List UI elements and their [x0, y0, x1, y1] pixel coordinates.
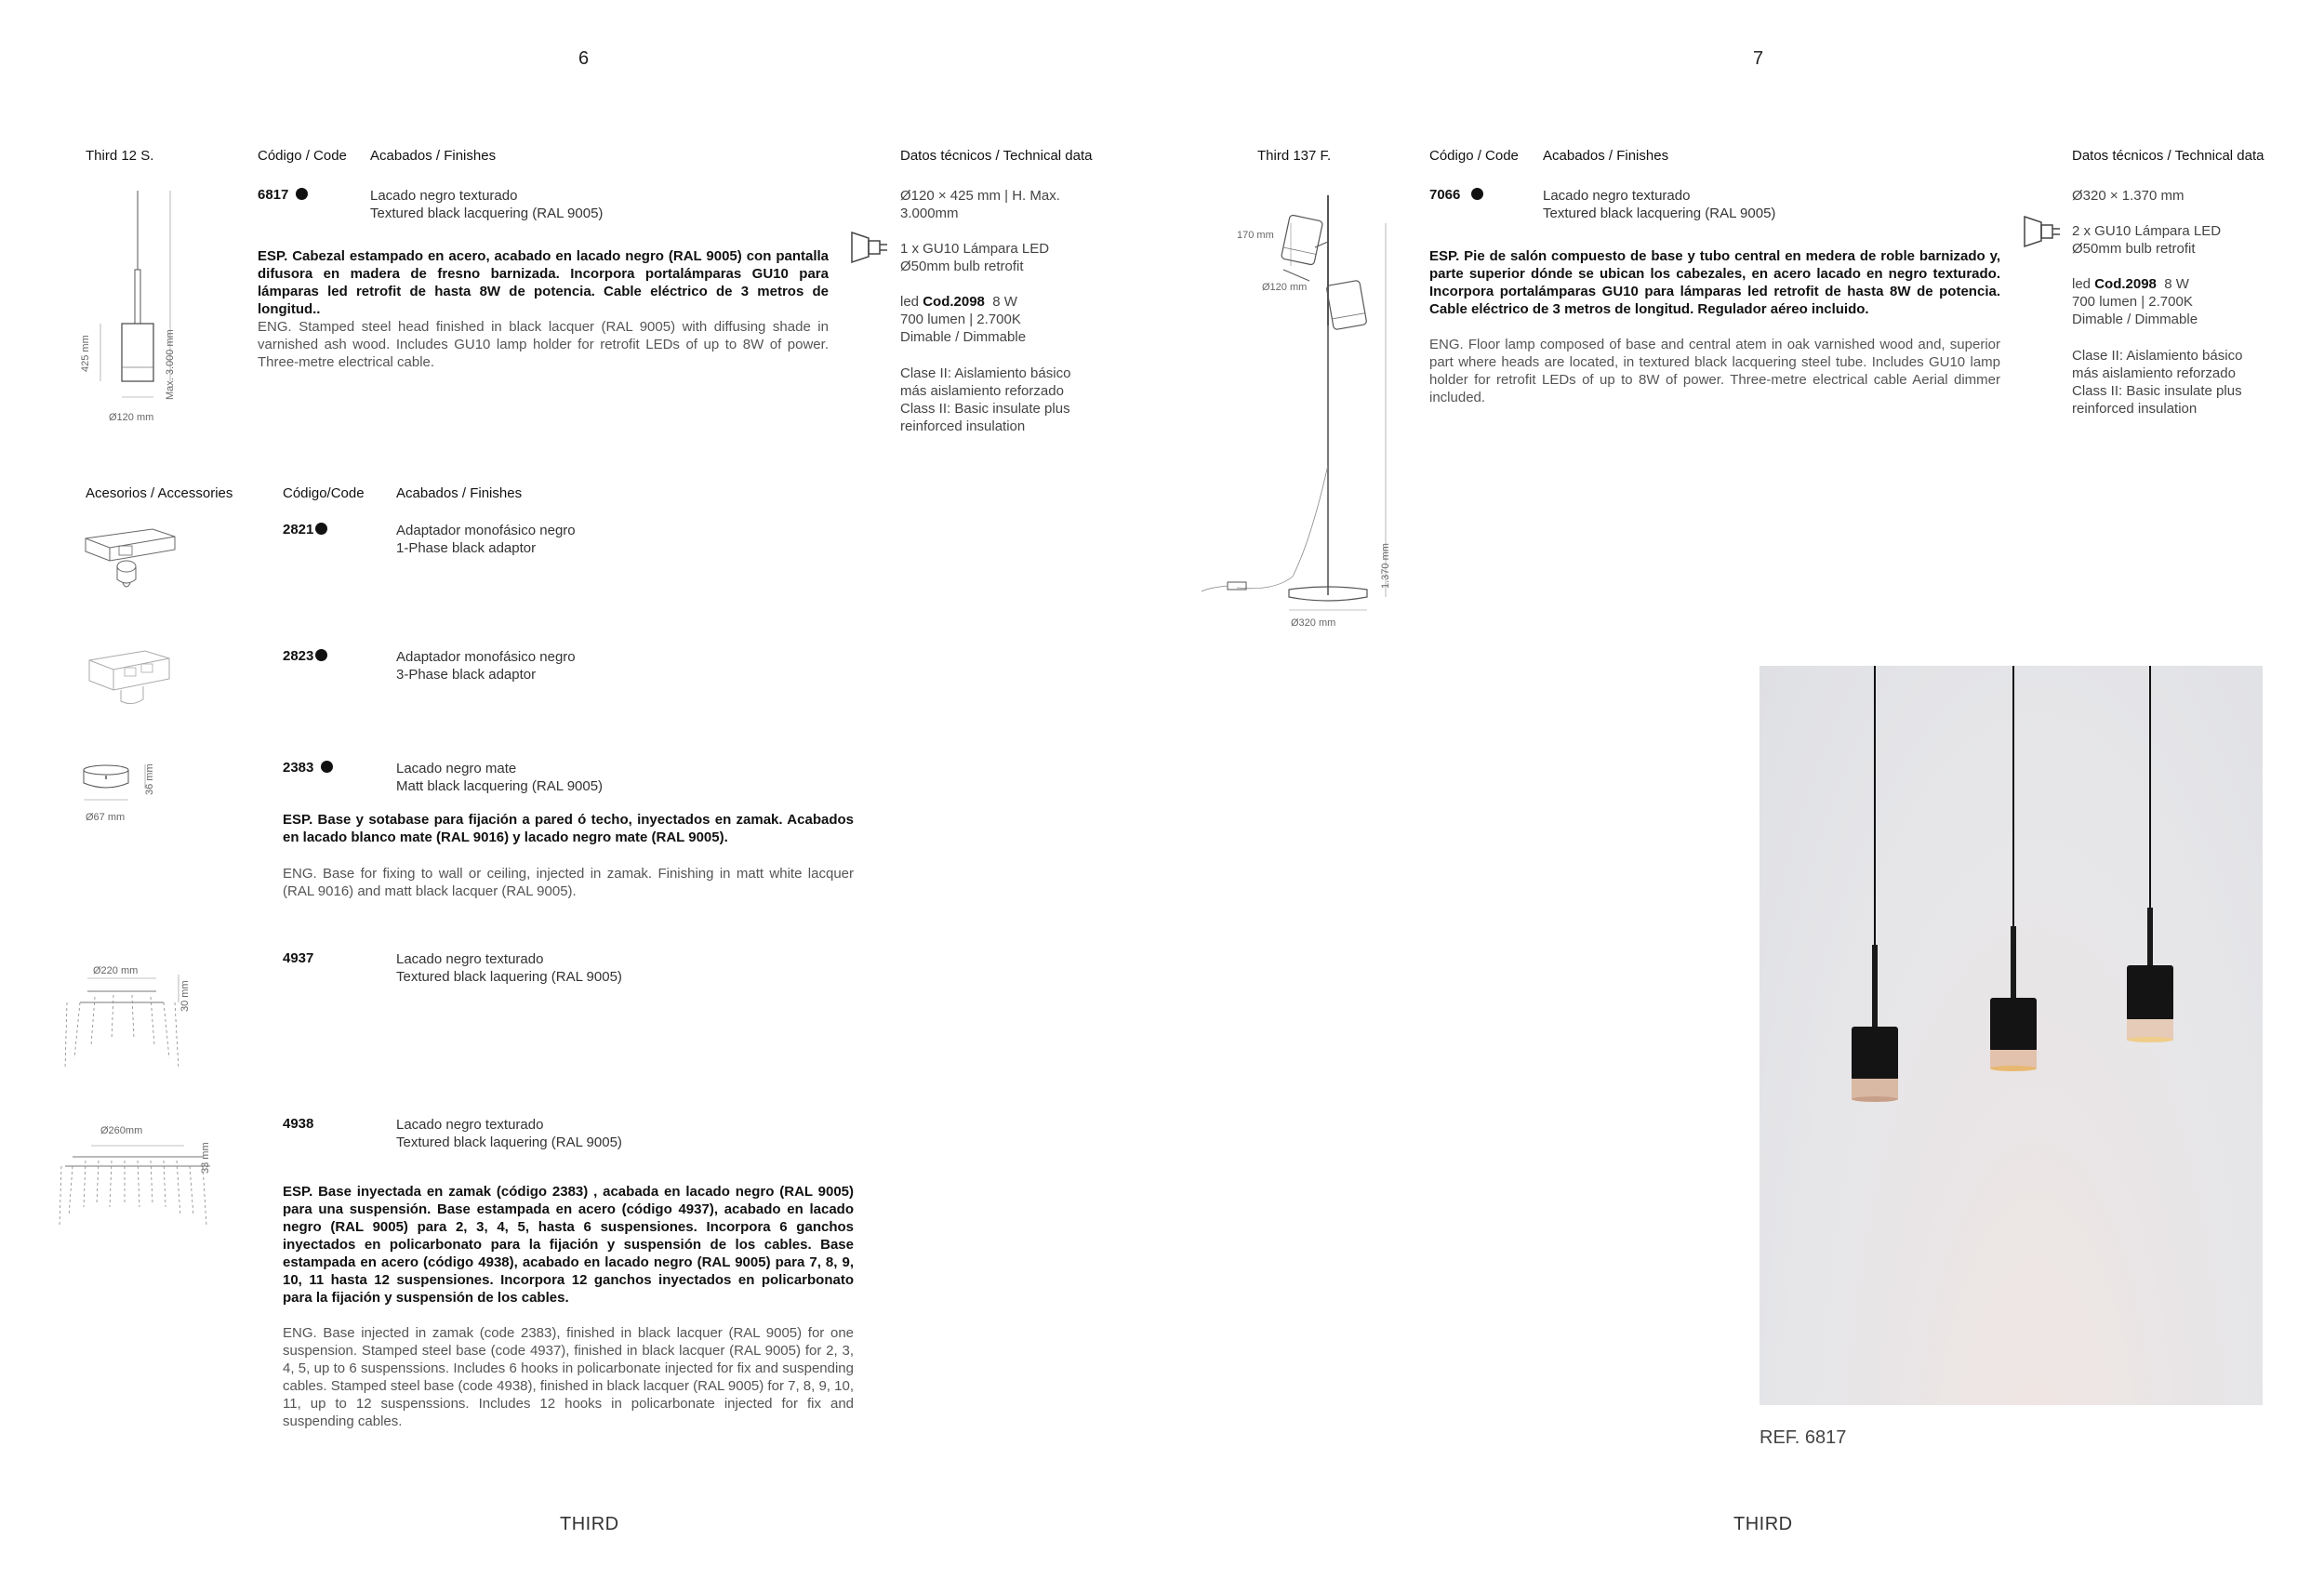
black-finish-swatch: [315, 649, 327, 661]
product-code: 7066: [1429, 187, 1483, 203]
dim-4938-height: 33 mm: [200, 1142, 211, 1174]
accessories-code-header: Código/Code: [283, 485, 365, 501]
page-number-right: 7: [1753, 48, 1764, 69]
bases-desc-eng: ENG. Base injected in zamak (code 2383), finished in black lacquer (RAL 9005) for one suspension. Stamped steel base (code 4937), finished in black lacquer (RAL 9005) for 2, 3, 4, 5, up to 6 suspenssions. Includes 6 hooks in policarbonate injected for fix and suspending cables. Stamped steel base (code 4938), finished in black lacquer (RAL 9005) for 7, 8, 9, 10, 11, up to 12 suspenssions. Includes 12 hooks in policarbonate injected for fix and suspending cables.: [283, 1325, 854, 1429]
dim-4937-diameter: Ø220 mm: [93, 965, 139, 976]
canopy-2383-drawing: [78, 763, 171, 814]
dim-2383-diameter: Ø67 mm: [86, 812, 126, 823]
product-name: Third 12 S.: [86, 148, 154, 164]
dim-lamp-height: 1.370 mm: [1380, 543, 1391, 589]
page-number-left: 6: [578, 48, 590, 69]
accessory-finish-2383: Lacado negro mate Matt black lacquering (RAL 9005): [396, 761, 604, 794]
finish-header: Acabados / Finishes: [370, 148, 497, 164]
accessory-finish-4938: Lacado negro texturado Textured black laquering (RAL 9005): [396, 1117, 622, 1150]
accessory-finish-2823: Adaptador monofásico negro 3-Phase black adaptor: [396, 649, 576, 683]
footer-left: THIRD: [560, 1514, 619, 1534]
dim-4937-height: 30 mm: [179, 980, 191, 1012]
canopy-desc-esp: ESP. Base y sotabase para fijación a pared ó techo, inyectados en zamak. Acabados en lacado blanco mate (RAL 9016) y lacado negro mate (RAL 9005).: [283, 812, 854, 845]
product-photo: [1760, 666, 2263, 1405]
dim-head-height: 170 mm: [1237, 230, 1274, 241]
product-finish: Lacado negro texturado Textured black lacquering (RAL 9005): [370, 188, 604, 221]
dim-4938-diameter: Ø260mm: [100, 1125, 143, 1136]
product-name: Third 137 F.: [1257, 148, 1332, 164]
tech-data: Ø320 × 1.370 mm: [2072, 188, 2185, 204]
accessory-code-4938: 4938: [283, 1116, 314, 1132]
base-4938-drawing: [54, 1133, 212, 1240]
bases-desc-esp: ESP. Base inyectada en zamak (código 2383) , acabada en lacado negro (RAL 9005) para una suspensión. Base estampada en acero (código 4937), acabado en lacado negro (RAL 9005) para 2, 3, 4, 5, hasta 6 suspensiones. Incorpora 6 ganchos inyectados en policarbonato para la fijación y suspensión de los cables. Base estampada en acero (código 4938), acabado en lacado negro (RAL 9005) para 7, 8, 9, 10, 11 hasta 12 suspensiones. Incorpora 12 ganchos inyectados en policarbonato para la fijación y suspensión de los cables.: [283, 1184, 854, 1306]
black-finish-swatch: [1471, 188, 1483, 200]
dim-2383-height: 36 mm: [144, 763, 155, 795]
code-header: Código / Code: [258, 148, 347, 164]
base-4937-drawing: [60, 965, 199, 1081]
black-finish-swatch: [315, 523, 327, 535]
code-header: Código / Code: [1429, 148, 1519, 164]
dim-height: 425 mm: [80, 335, 91, 372]
accessory-code-2823: 2823: [283, 648, 327, 664]
accessory-code-2383: 2383: [283, 760, 333, 776]
dim-base-diameter: Ø320 mm: [1291, 617, 1336, 629]
product-code: 6817: [258, 187, 308, 203]
accessory-finish-4937: Lacado negro texturado Textured black laquering (RAL 9005): [396, 951, 622, 985]
accessories-header: Acesorios / Accessories: [86, 485, 233, 501]
tech-header: Datos técnicos / Technical data: [900, 148, 1093, 164]
accessory-code-2821: 2821: [283, 522, 327, 537]
tech-header: Datos técnicos / Technical data: [2072, 148, 2264, 164]
adaptor-3phase-drawing: [80, 647, 182, 717]
dim-diameter: Ø120 mm: [109, 412, 154, 423]
finish-header: Acabados / Finishes: [1543, 148, 1669, 164]
product-desc-esp: ESP. Cabezal estampado en acero, acabado en lacado negro (RAL 9005) con pantalla difusora en madera de fresno barnizada. Incorpora portalámparas GU10 para lámparas led retrofit de hasta 8W de potencia. Cable eléctrico de 3 metros de longitud..: [258, 248, 829, 317]
black-finish-swatch: [321, 761, 333, 773]
adaptor-1phase-drawing: [78, 524, 180, 603]
dim-max: Max. 3.000 mm: [165, 329, 176, 400]
footer-right: THIRD: [1733, 1514, 1793, 1534]
canopy-desc-eng: ENG. Base for fixing to wall or ceiling, injected in zamak. Finishing in matt white lacquer (RAL 9016) and matt black lacquer (RAL 9005).: [283, 866, 854, 899]
product-finish: Lacado negro texturado Textured black lacquering (RAL 9005): [1543, 188, 1776, 221]
accessories-finish-header: Acabados / Finishes: [396, 485, 523, 501]
gu10-bulb-icon: [2023, 213, 2064, 255]
accessory-finish-2821: Adaptador monofásico negro 1-Phase black adaptor: [396, 523, 576, 556]
gu10-bulb-icon: [850, 229, 891, 271]
black-finish-swatch: [296, 188, 308, 200]
product-desc-eng: ENG. Stamped steel head finished in black lacquer (RAL 9005) with diffusing shade in varnished ash wood. Includes GU10 lamp holder for retrofit LEDs of up to 8W of power. Three-metre electrical cable.: [258, 319, 829, 370]
product-desc-eng: ENG. Floor lamp composed of base and central atem in oak varnished wood and, superior part where heads are located, in textured black lacquering steel tube. Includes GU10 lamp holder for retrofit LEDs of up to 8W of power. Three-metre electrical cable Aerial dimmer included.: [1429, 337, 2000, 405]
dim-head-diameter: Ø120 mm: [1262, 282, 1308, 293]
product-desc-esp: ESP. Pie de salón compuesto de base y tubo central en medera de roble barnizado y, parte superior dónde se ubican los cabezales, en acero lacado en negro texturado. Incorpora portalámparas GU10 para lámparas led retrofit de hasta 8W de potencia. Cable eléctrico de 3 metros de longitud. Regulador aéreo incluido.: [1429, 248, 2000, 317]
tech-data: Ø120 × 425 mm | H. Max. 3.000mm: [900, 188, 1060, 221]
photo-reference: REF. 6817: [1760, 1427, 1847, 1448]
accessory-code-4937: 4937: [283, 950, 314, 966]
pendant-technical-drawing: [82, 191, 207, 428]
